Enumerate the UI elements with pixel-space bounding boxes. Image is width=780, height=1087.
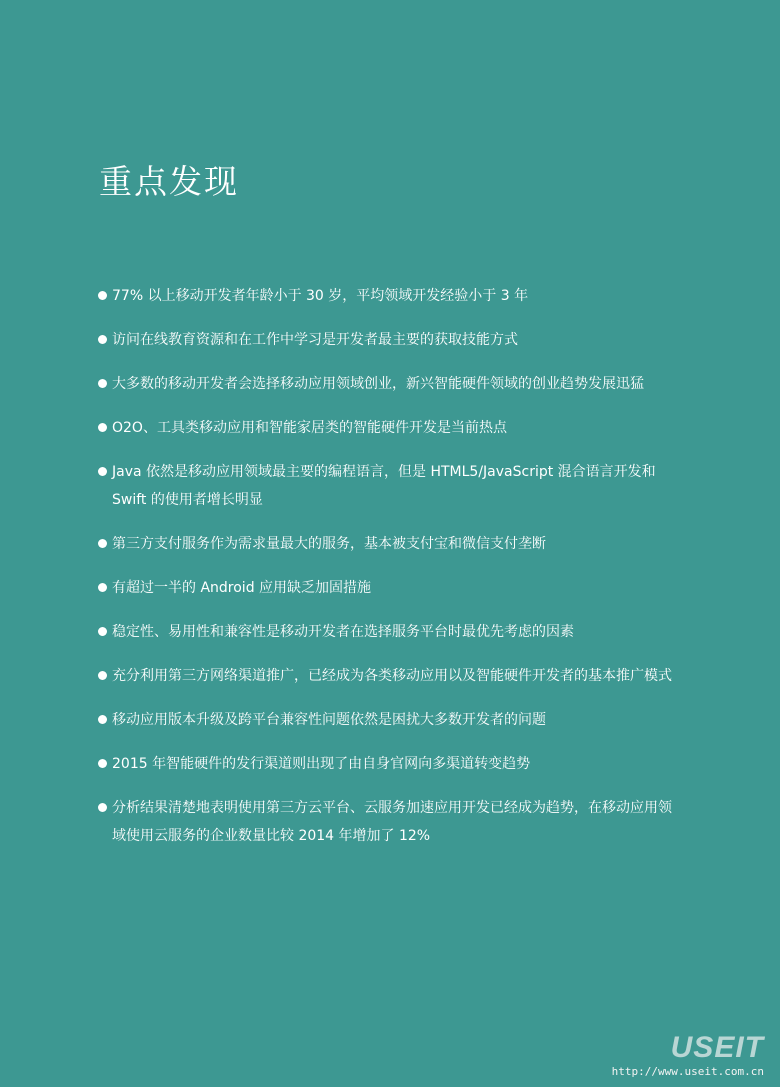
finding-text: 大多数的移动开发者会选择移动应用领域创业，新兴智能硬件领域的创业趋势发展迅猛 (112, 376, 644, 392)
finding-text: O2O、工具类移动应用和智能家居类的智能硬件开发是当前热点 (112, 420, 507, 436)
finding-text: 访问在线教育资源和在工作中学习是开发者最主要的获取技能方式 (112, 332, 518, 348)
finding-item (98, 794, 678, 850)
finding-item (98, 574, 678, 602)
bullet-icon (98, 803, 107, 812)
finding-text: 77% 以上移动开发者年龄小于 30 岁，平均领域开发经验小于 3 年 (112, 288, 529, 304)
finding-text: 充分利用第三方网络渠道推广，已经成为各类移动应用以及智能硬件开发者的基本推广模式 (112, 668, 672, 684)
finding-text: 2015 年智能硬件的发行渠道则出现了由自身官网向多渠道转变趋势 (112, 756, 531, 772)
bullet-icon (98, 671, 107, 680)
finding-item (98, 530, 678, 558)
watermark-logo: USEIT (670, 1031, 764, 1064)
finding-text: 稳定性、易用性和兼容性是移动开发者在选择服务平台时最优先考虑的因素 (112, 624, 574, 640)
bullet-icon (98, 379, 107, 388)
findings-list (98, 282, 678, 866)
bullet-icon (98, 467, 107, 476)
finding-item (98, 750, 678, 778)
bullet-icon (98, 759, 107, 768)
finding-item (98, 282, 678, 310)
finding-item (98, 706, 678, 734)
page-title: 重点发现 (99, 162, 239, 201)
finding-item (98, 662, 678, 690)
finding-item (98, 618, 678, 646)
finding-text: 分析结果清楚地表明使用第三方云平台、云服务加速应用开发已经成为趋势，在移动应用领域使用云服务的企业数量比较 2014 年增加了 12% (112, 800, 672, 844)
finding-item (98, 370, 678, 398)
bullet-icon (98, 539, 107, 548)
bullet-icon (98, 583, 107, 592)
finding-text: Java 依然是移动应用领域最主要的编程语言，但是 HTML5/JavaScript 混合语言开发和 Swift 的使用者增长明显 (112, 464, 656, 508)
finding-text: 移动应用版本升级及跨平台兼容性问题依然是困扰大多数开发者的问题 (112, 712, 546, 728)
finding-item (98, 458, 678, 514)
bullet-icon (98, 423, 107, 432)
finding-text: 第三方支付服务作为需求量最大的服务，基本被支付宝和微信支付垄断 (112, 536, 546, 552)
bullet-icon (98, 335, 107, 344)
watermark (612, 1033, 764, 1079)
finding-item (98, 326, 678, 354)
finding-item (98, 414, 678, 442)
finding-text: 有超过一半的 Android 应用缺乏加固措施 (112, 580, 372, 596)
bullet-icon (98, 627, 107, 636)
bullet-icon (98, 291, 107, 300)
watermark-url: http://www.useit.com.cn (611, 1065, 764, 1078)
bullet-icon (98, 715, 107, 724)
